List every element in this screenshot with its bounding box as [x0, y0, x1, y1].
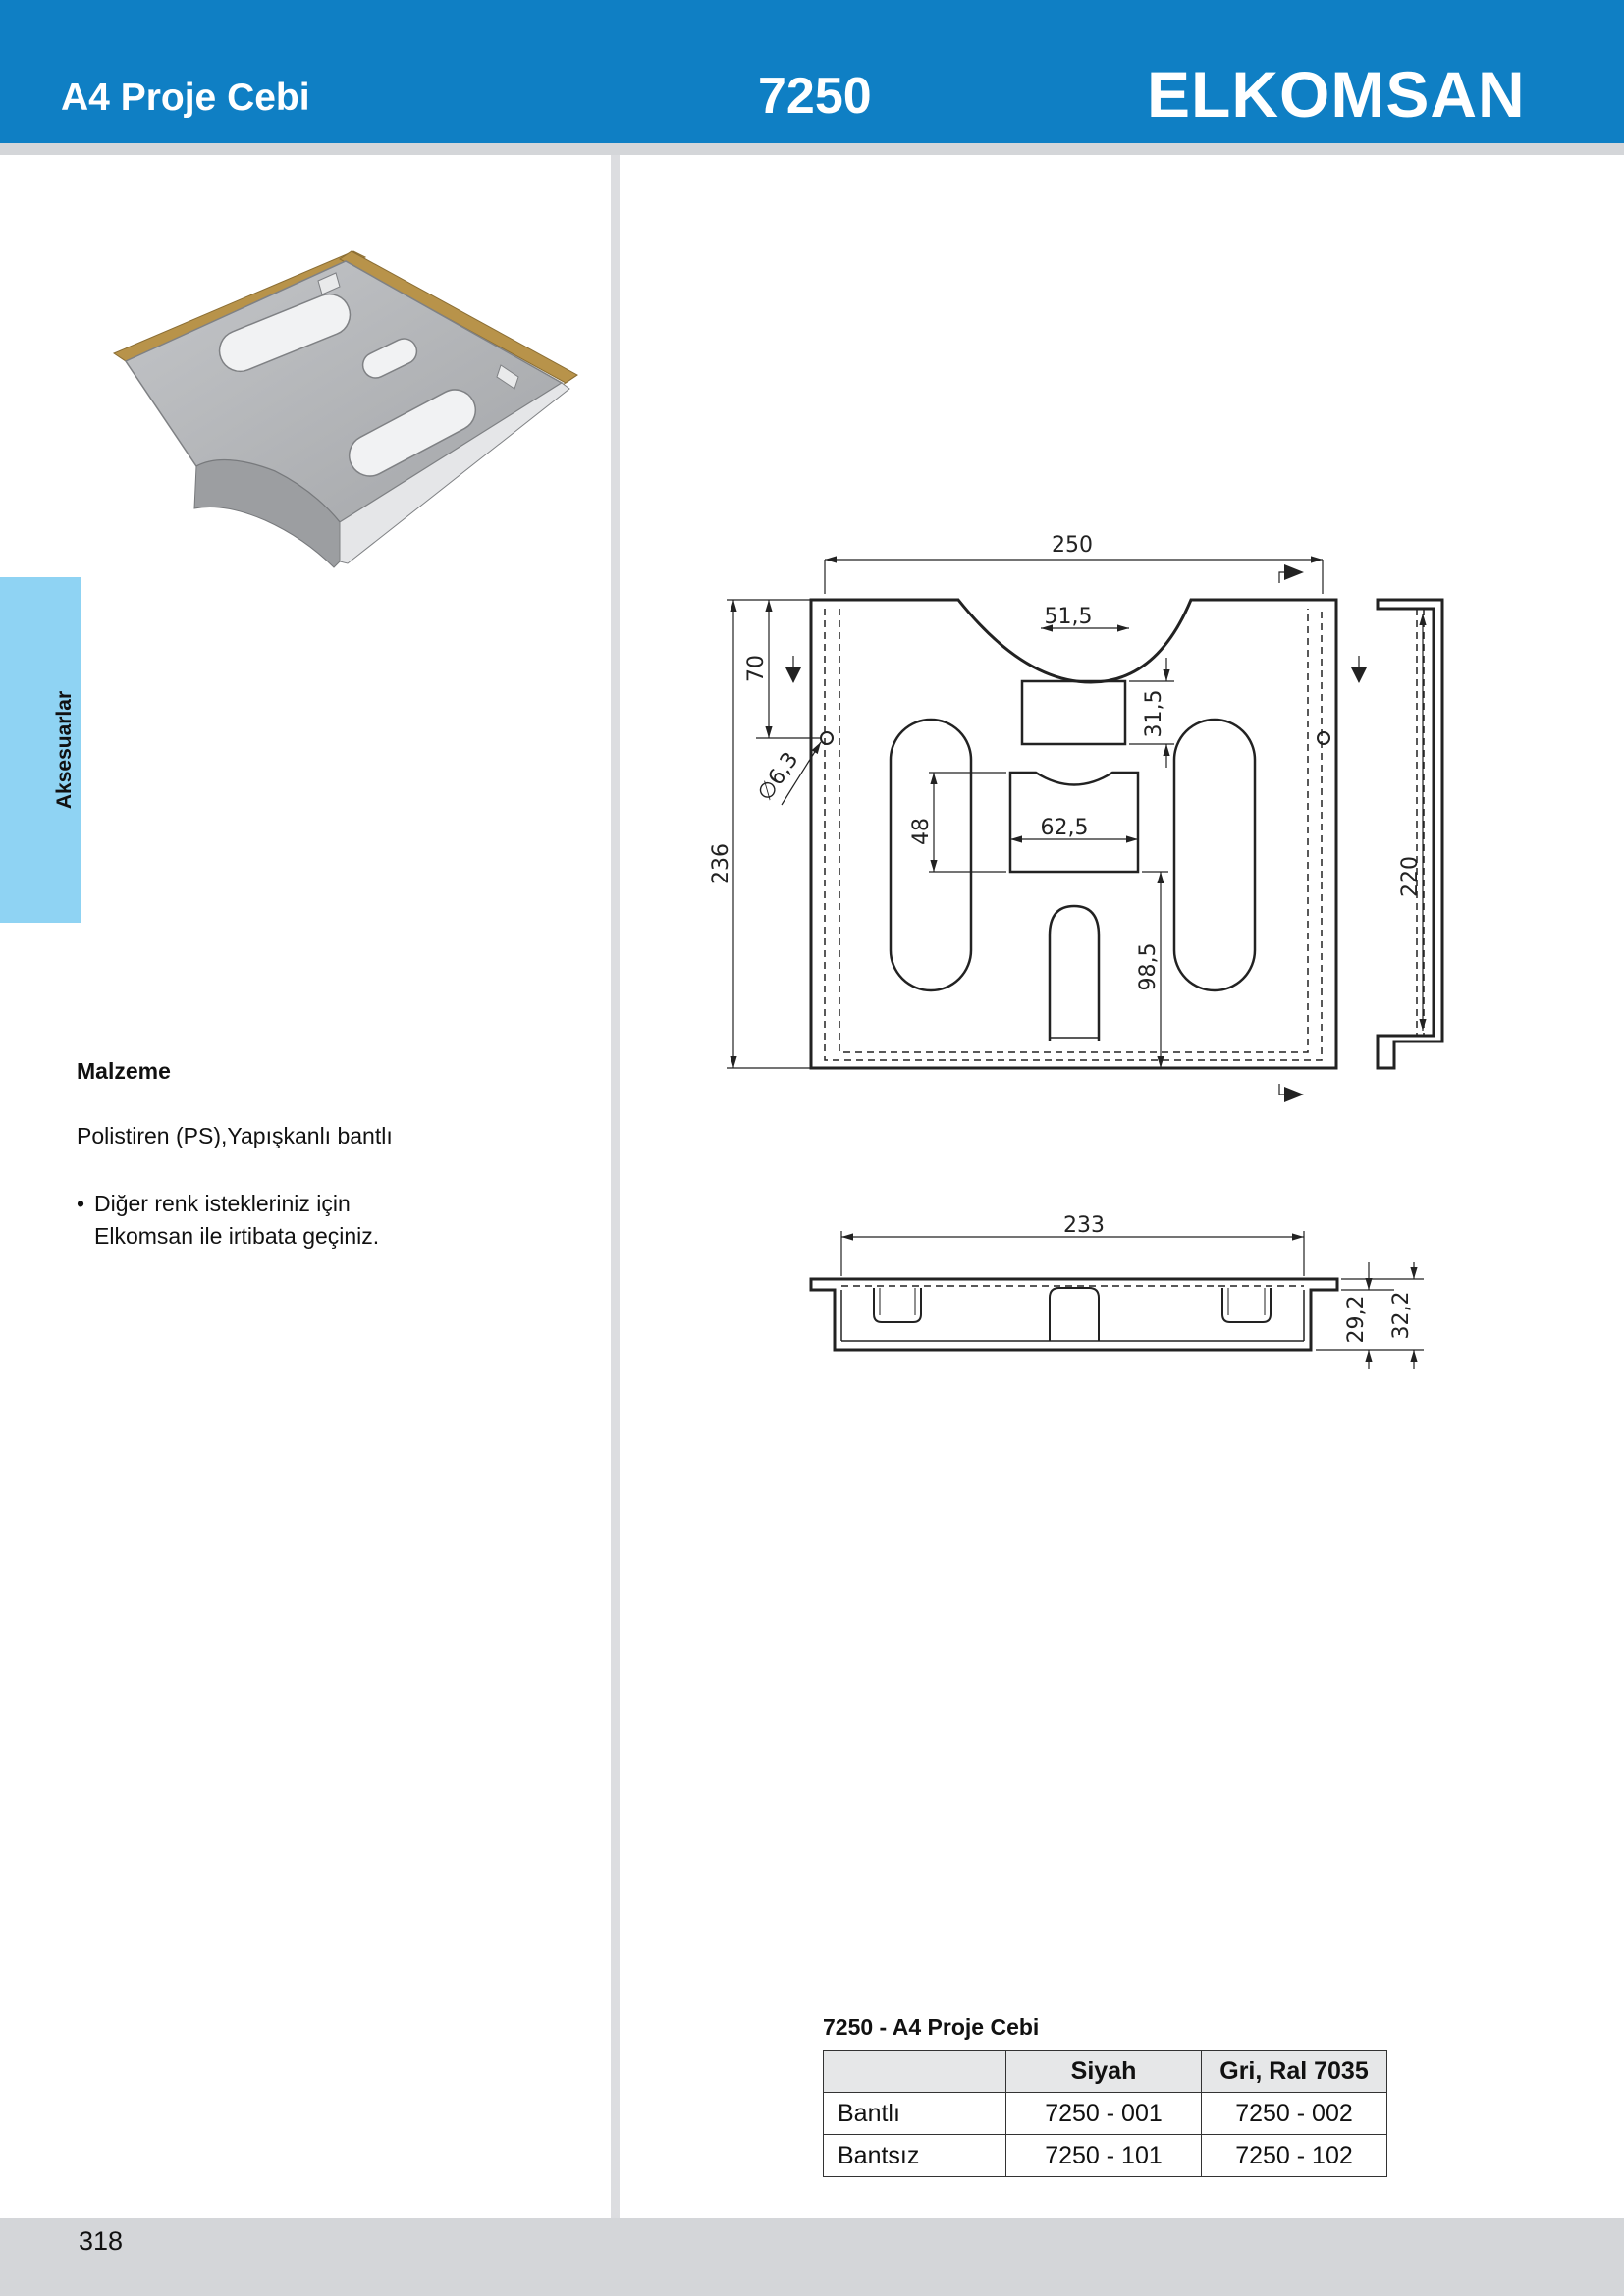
category-tab-label: Aksesuarlar	[53, 690, 76, 810]
table-title: 7250 - A4 Proje Cebi	[823, 2014, 1040, 2040]
product-code: 7250	[758, 68, 872, 125]
table-cell: 7250 - 102	[1202, 2135, 1387, 2177]
dim-hole-diameter: ∅6,3	[752, 747, 804, 806]
row-label: Bantlı	[824, 2093, 1006, 2135]
order-code-table	[823, 2050, 1387, 2177]
row-label: Bantsız	[824, 2135, 1006, 2177]
table-cell: 7250 - 002	[1202, 2093, 1387, 2135]
dim-overall-height: 236	[709, 843, 733, 884]
dim-left-top: 70	[744, 655, 769, 682]
column-divider	[611, 155, 620, 2218]
footer-bar	[0, 2218, 1624, 2296]
note-bullet: •	[77, 1191, 85, 1216]
table-header-black: Siyah	[1006, 2051, 1202, 2093]
product-image	[108, 245, 579, 569]
page-number: 318	[79, 2226, 124, 2256]
dim-depth-outer: 32,2	[1389, 1291, 1414, 1340]
material-heading: Malzeme	[77, 1058, 171, 1084]
table-cell: 7250 - 001	[1006, 2093, 1202, 2135]
dim-window-height: 31,5	[1142, 689, 1166, 738]
dim-cutout-width: 62,5	[1040, 816, 1089, 840]
dim-depth-inner: 29,2	[1344, 1295, 1369, 1344]
dim-side-height: 220	[1398, 856, 1423, 897]
table-row	[824, 2093, 1387, 2135]
dim-top-width: 250	[1052, 533, 1093, 558]
contact-note	[77, 1188, 467, 1253]
table-cell: 7250 - 101	[1006, 2135, 1202, 2177]
dim-lower-height: 98,5	[1136, 942, 1161, 991]
note-line-2: Elkomsan ile irtibata geçiniz.	[94, 1223, 380, 1249]
dim-inner-height: 48	[909, 818, 934, 845]
brand-name: ELKOMSAN	[1147, 58, 1526, 131]
header-divider	[0, 143, 1624, 155]
technical-drawing	[687, 510, 1512, 1384]
note-line-1: Diğer renk istekleriniz için	[94, 1191, 351, 1216]
material-text: Polistiren (PS),Yapışkanlı bantlı	[77, 1123, 393, 1148]
table-header-gray: Gri, Ral 7035	[1202, 2051, 1387, 2093]
dim-notch-width: 51,5	[1044, 605, 1093, 629]
dim-bottom-width: 233	[1063, 1213, 1105, 1238]
table-header-empty	[824, 2051, 1006, 2093]
page-title: A4 Proje Cebi	[61, 77, 310, 119]
table-row	[824, 2135, 1387, 2177]
